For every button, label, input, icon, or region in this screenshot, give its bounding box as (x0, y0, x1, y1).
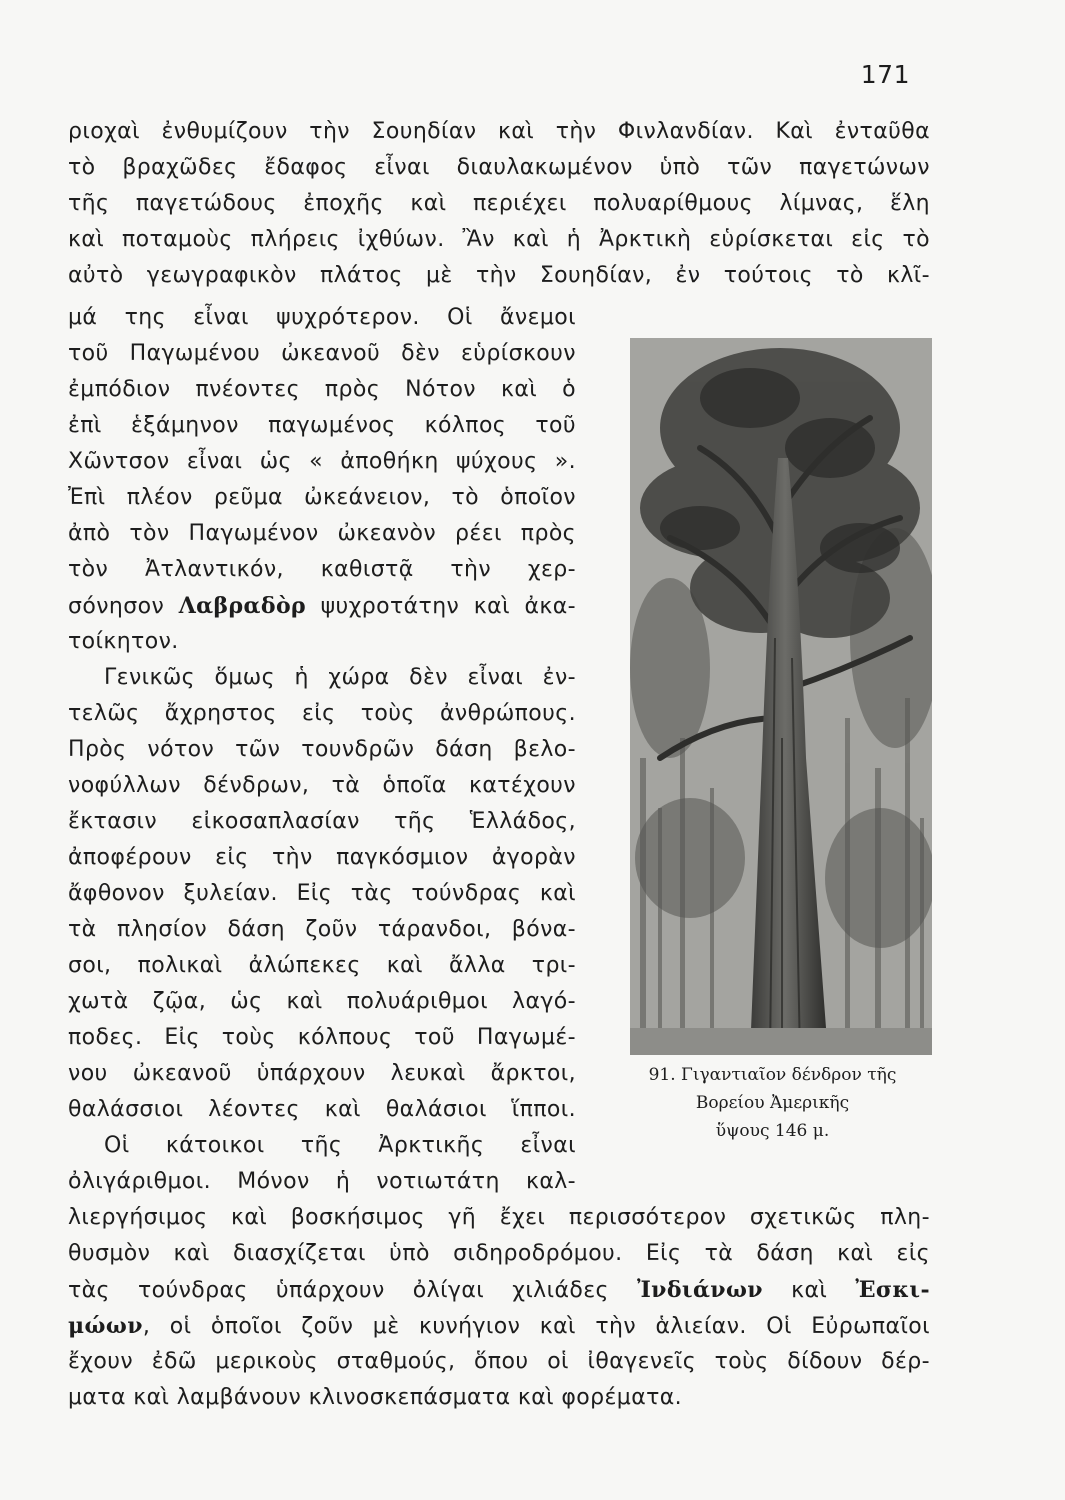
paragraph-start-line: Γενικῶς ὅμως ἡ χώρα δὲν εἶναι ἐν- (104, 665, 576, 690)
text-line: χωτὰ ζῷα, ὡς καὶ πολυάριθμοι λαγό- (68, 989, 576, 1014)
text-line-eskimos (68, 1308, 930, 1345)
text-line: Πρὸς νότον τῶν τουνδρῶν δάση βελο- (68, 737, 576, 762)
text-segment: καὶ (762, 1278, 856, 1303)
text-line: ποδες. Εἰς τοὺς κόλπους τοῦ Παγωμέ- (68, 1025, 576, 1050)
text-line: τὸν Ἀτλαντικόν, καθιστᾷ τὴν χερ- (68, 557, 576, 582)
text-line: ἐμπόδιον πνέοντες πρὸς Νότον καὶ ὁ (68, 377, 576, 402)
text-line: ὀλιγάριθμοι. Μόνον ἡ νοτιωτάτη καλ- (68, 1169, 576, 1194)
giant-tree-photo (630, 338, 932, 1055)
text-line: θυσμὸν καὶ διασχίζεται ὑπὸ σιδηροδρόμου. Εἰς τὰ δάση καὶ εἰς (68, 1241, 930, 1266)
text-line: ματα καὶ λαμβάνουν κλινοσκεπάσματα καὶ φορέματα. (68, 1385, 683, 1410)
text-segment: τὰς τούνδρας ὑπάρχουν ὀλίγαι χιλιάδες (68, 1278, 637, 1303)
figure-caption-line-1: 91. Γιγαντιαῖον δένδρον τῆς (648, 1065, 897, 1085)
text-line: μά της εἶναι ψυχρότερον. Οἱ ἄνεμοι (68, 305, 576, 330)
text-line: ἔκτασιν εἰκοσαπλασίαν τῆς Ἑλλάδος, (68, 809, 576, 834)
text-segment: σόνησον (68, 594, 179, 619)
text-line-indians (68, 1272, 930, 1309)
text-line: λιεργήσιμος καὶ βοσκήσιμος γῆ ἔχει περισσότερον σχετικῶς πλη- (68, 1205, 930, 1230)
text-line-labrador (68, 588, 576, 625)
text-line: ἄφθονον ξυλείαν. Εἰς τὰς τούνδρας καὶ (68, 881, 576, 906)
text-segment: ψυχροτάτην καὶ ἀκα- (306, 594, 576, 619)
text-line: ἀποφέρουν εἰς τὴν παγκόσμιον ἀγορὰν (68, 845, 576, 870)
text-line: τὸ βραχῶδες ἔδαφος εἶναι διαυλακωμένον ὑπὸ τῶν παγετώνων (68, 155, 930, 180)
text-line: καὶ ποταμοὺς πλήρεις ἰχθύων. Ἂν καὶ ἡ Ἀρκτικὴ εὑρίσκεται εἰς τὸ (68, 227, 930, 252)
text-line: ἔχουν ἐδῶ μερικοὺς σταθμούς, ὅπου οἱ ἰθαγενεῖς τοὺς δίδουν δέρ- (68, 1349, 930, 1374)
paragraph-start-line: Οἱ κάτοικοι τῆς Ἀρκτικῆς εἶναι (104, 1133, 576, 1158)
bold-term-eskimos-end: μώων (68, 1313, 143, 1339)
text-line: ριοχαὶ ἐνθυμίζουν τὴν Σουηδίαν καὶ τὴν Φινλανδίαν. Καὶ ἐνταῦθα (68, 119, 930, 144)
text-line: θαλάσσιοι λέοντες καὶ θαλάσιοι ἵπποι. (68, 1097, 576, 1122)
bold-term-indians: Ἰνδιάνων (636, 1277, 763, 1303)
figure-caption-line-2: Βορείου Ἀμερικῆς (695, 1093, 850, 1113)
text-line: σοι, πολικαὶ ἀλώπεκες καὶ ἄλλα τρι- (68, 953, 576, 978)
bold-term-labrador: Λαβραδὸρ (178, 593, 307, 619)
text-line: τοίκητον. (68, 629, 179, 654)
text-line: τὰ πλησίον δάση ζοῦν τάρανδοι, βόνα- (68, 917, 576, 942)
text-line: τοῦ Παγωμένου ὠκεανοῦ δὲν εὑρίσκουν (68, 341, 576, 366)
page-number: 171 (860, 60, 910, 89)
text-line: νοφύλλων δένδρων, τὰ ὁποῖα κατέχουν (68, 773, 576, 798)
text-line: ἀπὸ τὸν Παγωμένον ὠκεανὸν ρέει πρὸς (68, 521, 576, 546)
text-line: αὐτὸ γεωγραφικὸν πλάτος μὲ τὴν Σουηδίαν, ἐν τούτοις τὸ κλῖ- (68, 263, 930, 288)
text-line: τῆς παγετώδους ἐποχῆς καὶ περιέχει πολυαρίθμους λίμνας, ἕλη (68, 191, 930, 216)
text-line: νου ὠκεανοῦ ὑπάρχουν λευκαὶ ἄρκτοι, (68, 1061, 576, 1086)
bold-term-eskimos: Ἐσκι- (855, 1277, 930, 1303)
text-line: ἐπὶ ἑξάμηνον παγωμένος κόλπος τοῦ (68, 413, 576, 438)
figure-caption-line-3: ὕψους 146 μ. (715, 1121, 830, 1141)
text-line: Ἐπὶ πλέον ρεῦμα ὠκεάνειον, τὸ ὁποῖον (68, 485, 576, 510)
text-segment: , οἱ ὁποῖοι ζοῦν μὲ κυνήγιον καὶ τὴν ἁλιείαν. Οἱ Εὐρωπαῖοι (142, 1314, 930, 1339)
text-line: Χῶντσον εἶναι ὡς « ἀποθήκη ψύχους ». (68, 449, 576, 474)
tree-illustration (630, 338, 932, 1055)
text-line: τελῶς ἄχρηστος εἰς τοὺς ἀνθρώπους. (68, 701, 576, 726)
